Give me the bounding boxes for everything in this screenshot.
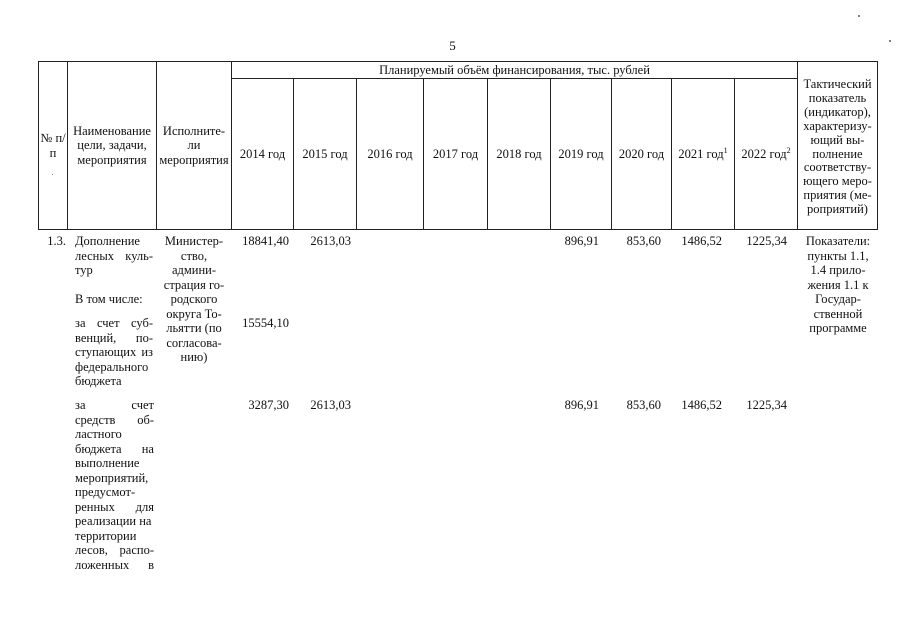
scan-speck bbox=[858, 15, 860, 17]
row-name: Дополнение лесных куль- тур bbox=[75, 234, 153, 277]
regional-value-2020: 853,60 bbox=[626, 398, 661, 412]
header-year-2020: 2020 год bbox=[618, 146, 665, 161]
footnote-mark: 2 bbox=[786, 145, 791, 155]
federal-value-2014: 15554,10 bbox=[242, 316, 289, 330]
header-num-label: № п/п bbox=[40, 131, 66, 160]
regional-value-2014: 3287,30 bbox=[248, 398, 289, 412]
header-year-2014: 2014 год bbox=[239, 146, 286, 161]
value-2014: 18841,40 bbox=[242, 234, 289, 248]
header-indicator-label: Тактический показатель (индикатор), характеризу-ющий вы-полнение соответству-ющего меро-приятия (ме-роприятий) bbox=[803, 76, 872, 217]
regional-value-2022: 1225,34 bbox=[746, 398, 787, 412]
regional-value-2015: 2613,03 bbox=[310, 398, 351, 412]
footnote-mark: 1 bbox=[723, 145, 728, 155]
regional-value-2019: 896,91 bbox=[564, 398, 599, 412]
header-year-2019: 2019 год bbox=[558, 146, 604, 161]
header-year-2016: 2016 год bbox=[367, 146, 413, 161]
row-indicator: Показатели: пункты 1.1, 1.4 прило- жения 1.1 к Государ- ственной программе bbox=[805, 234, 871, 335]
value-2022: 1225,34 bbox=[746, 234, 787, 248]
value-2020: 853,60 bbox=[626, 234, 661, 248]
header-year-2018: 2018 год bbox=[496, 146, 542, 161]
header-year-2021: 2021 год$^1$ bbox=[678, 145, 728, 161]
header-year-2015: 2015 год bbox=[302, 146, 348, 161]
row-executor: Министер- ство, админи- страция го- родского округа То- льятти (по согласова- нию) bbox=[163, 234, 225, 364]
header-year-2017: 2017 год bbox=[432, 146, 479, 161]
including-label: В том числе: bbox=[75, 292, 143, 306]
regional-budget-label: за счет средств об- ластного бюджета на выполнение мероприятий, предусмот- ренных для реализации на территории лесов, распо- ложенных в bbox=[75, 398, 154, 572]
row-number: 1.3. bbox=[47, 234, 66, 248]
header-indicator bbox=[798, 66, 877, 229]
header-funding bbox=[232, 62, 797, 78]
value-2015: 2613,03 bbox=[310, 234, 351, 248]
header-year-2022: 2022 год$^2$ bbox=[741, 145, 791, 161]
header-name bbox=[68, 62, 156, 229]
scan-speck bbox=[889, 40, 891, 42]
header-executor bbox=[157, 62, 231, 229]
federal-subvention-label: за счет суб- венций, по- ступающих из федерального бюджета bbox=[75, 316, 153, 388]
header-executor-label: Исполните-ли мероприятия bbox=[159, 123, 229, 167]
header-funding-label: Планируемый объём финансирования, тыс. рублей bbox=[379, 62, 650, 77]
page-number: 5 bbox=[449, 38, 456, 53]
value-2019: 896,91 bbox=[564, 234, 599, 248]
regional-value-2021: 1486,52 bbox=[681, 398, 722, 412]
header-num bbox=[39, 62, 67, 229]
value-2021: 1486,52 bbox=[681, 234, 722, 248]
scan-speck bbox=[52, 174, 53, 175]
header-name-label: Наименование цели, задачи, мероприятия bbox=[73, 123, 151, 167]
